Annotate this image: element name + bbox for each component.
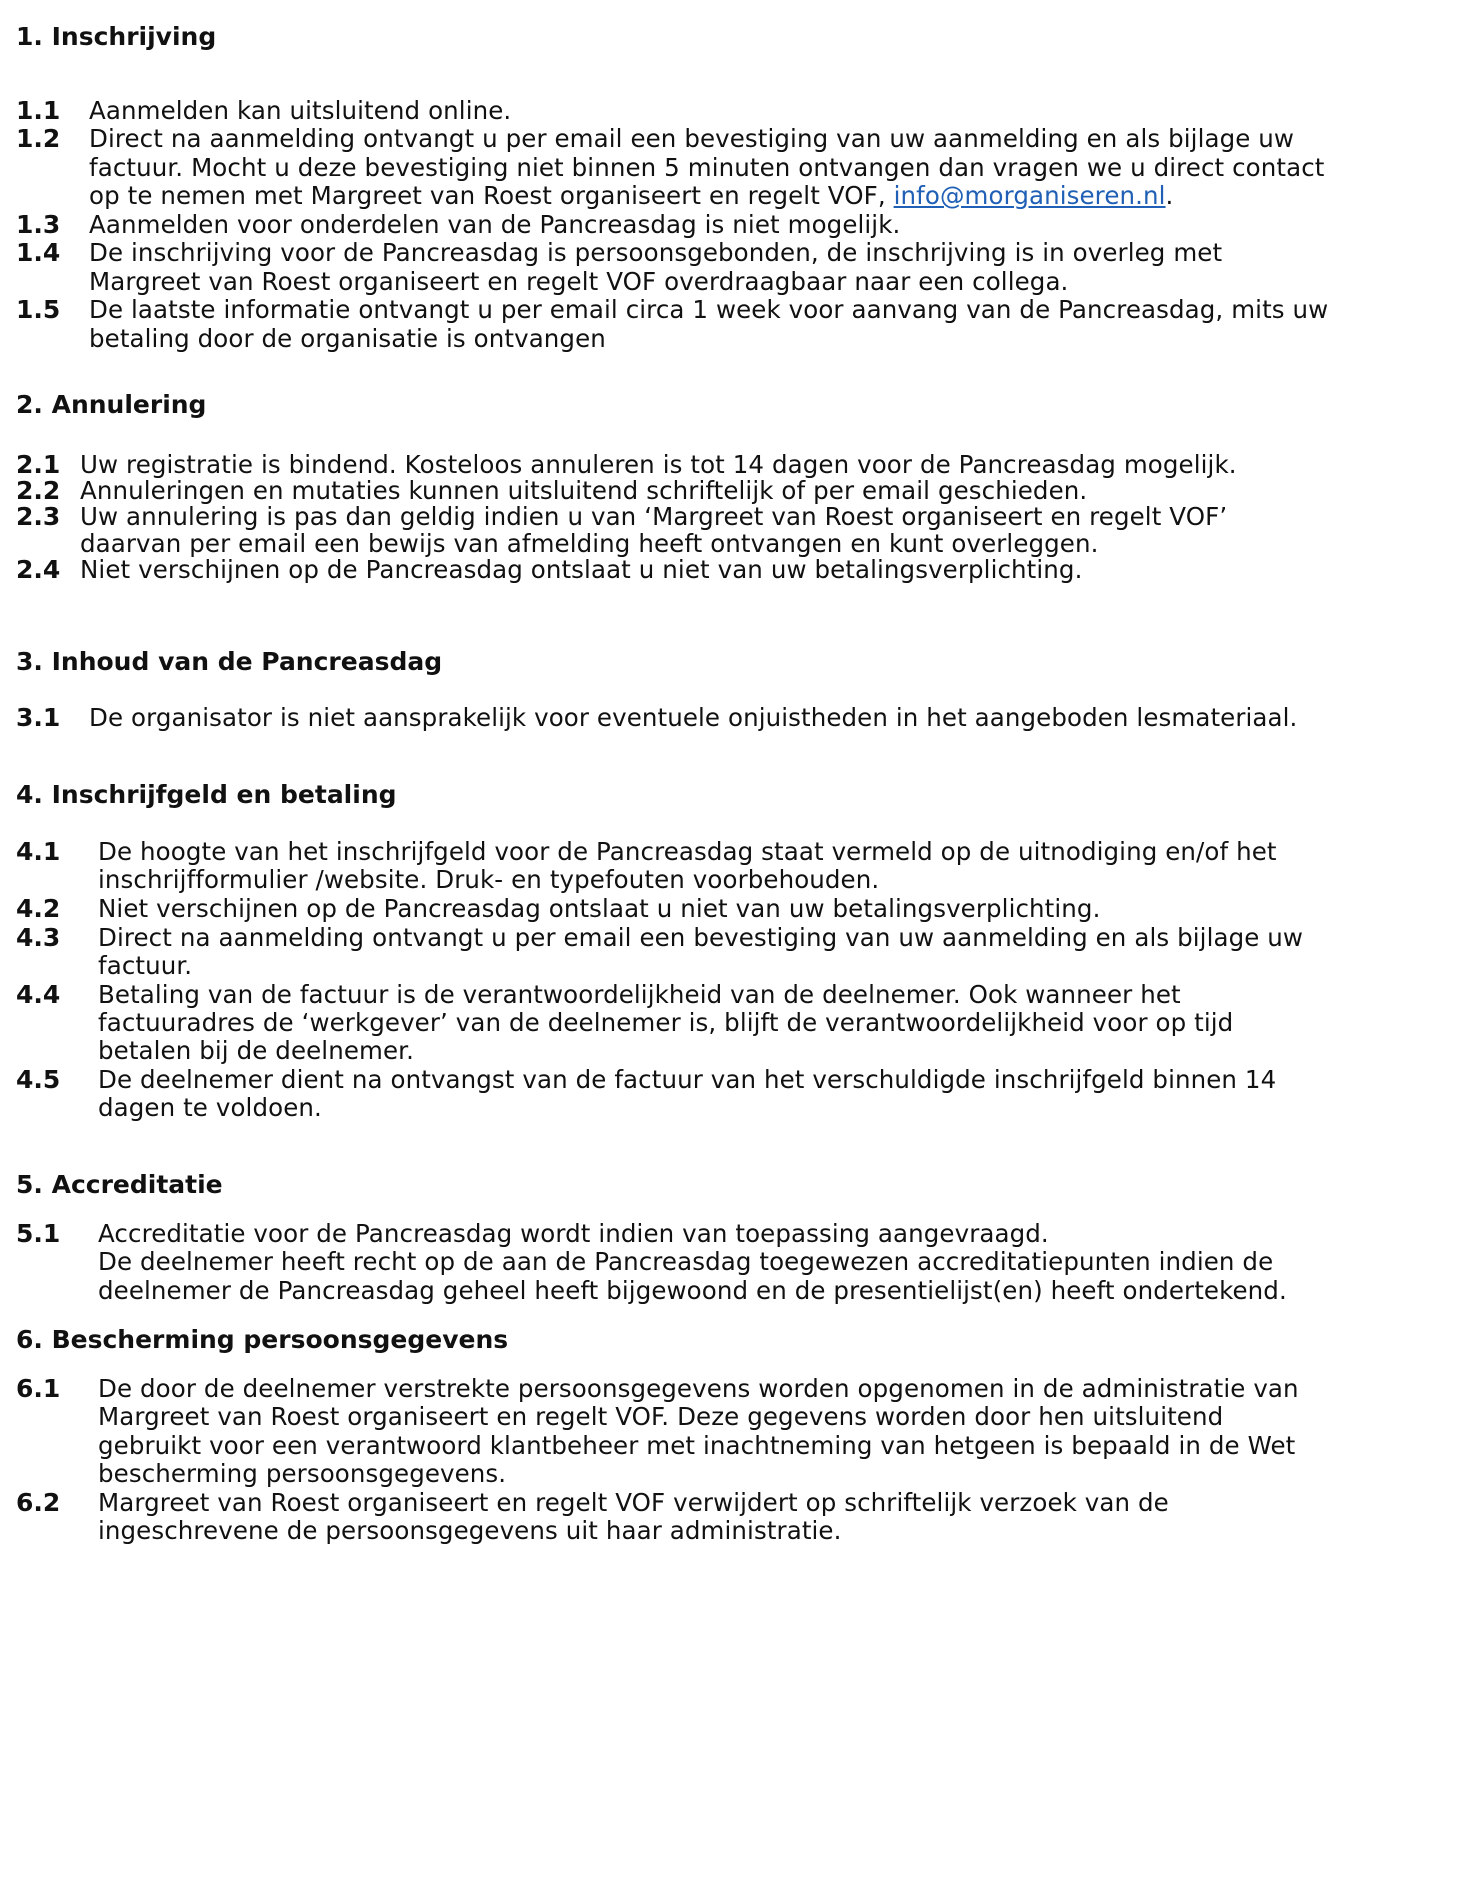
- item-text: Niet verschijnen op de Pancreasdag ontslaat u niet van uw betalingsverplichting.: [80, 555, 1083, 584]
- item-text: De deelnemer heeft recht op de aan de Pancreasdag toegewezen accreditatiepunten indien de: [98, 1247, 1274, 1276]
- section-title-accreditatie: 5. Accreditatie: [16, 1170, 223, 1199]
- item-number: 1.4: [16, 238, 61, 267]
- item-number: 4.4: [16, 980, 61, 1009]
- item-number: 5.1: [16, 1219, 61, 1248]
- item-text: De door de deelnemer verstrekte persoonsgegevens worden opgenomen in de administratie van: [98, 1374, 1299, 1403]
- section-title-bescherming: 6. Bescherming persoonsgegevens: [16, 1325, 509, 1354]
- item-text: Aanmelden kan uitsluitend online.: [89, 96, 512, 125]
- item-text: Accreditatie voor de Pancreasdag wordt indien van toepassing aangevraagd.: [98, 1219, 1049, 1248]
- item-text: Margreet van Roest organiseert en regelt VOF verwijdert op schriftelijk verzoek van de: [98, 1488, 1169, 1517]
- item-number: 2.3: [16, 502, 61, 531]
- item-number: 3.1: [16, 703, 61, 732]
- item-text: bescherming persoonsgegevens.: [98, 1459, 507, 1488]
- item-text: dagen te voldoen.: [98, 1093, 322, 1122]
- item-text: Margreet van Roest organiseert en regelt VOF overdraagbaar naar een collega.: [89, 267, 1069, 296]
- item-text: deelnemer de Pancreasdag geheel heeft bijgewoond en de presentielijst(en) heeft ondertekend.: [98, 1276, 1287, 1305]
- item-number: 2.2: [16, 476, 61, 505]
- item-text: Annuleringen en mutaties kunnen uitsluitend schriftelijk of per email geschieden.: [80, 476, 1088, 505]
- item-text: De laatste informatie ontvangt u per email circa 1 week voor aanvang van de Pancreasdag, mits uw: [89, 295, 1329, 324]
- item-number: 6.1: [16, 1374, 61, 1403]
- item-text: Direct na aanmelding ontvangt u per email een bevestiging van uw aanmelding en als bijlage uw: [89, 124, 1295, 153]
- item-number: 1.5: [16, 295, 61, 324]
- section-title-inhoud: 3. Inhoud van de Pancreasdag: [16, 647, 443, 676]
- item-text: betaling door de organisatie is ontvangen: [89, 324, 606, 353]
- item-text: gebruikt voor een verantwoord klantbeheer met inachtneming van hetgeen is bepaald in de Wet: [98, 1431, 1296, 1460]
- item-text: factuur.: [98, 951, 193, 980]
- section-title-annulering: 2. Annulering: [16, 390, 207, 419]
- item-text: factuur. Mocht u deze bevestiging niet binnen 5 minuten ontvangen dan vragen we u direct contact: [89, 153, 1325, 182]
- item-text: inschrijfformulier /website. Druk- en typefouten voorbehouden.: [98, 865, 880, 894]
- item-text: ingeschrevene de persoonsgegevens uit haar administratie.: [98, 1516, 842, 1545]
- item-text: De inschrijving voor de Pancreasdag is persoonsgebonden, de inschrijving is in overleg met: [89, 238, 1223, 267]
- item-text: factuuradres de ‘werkgever’ van de deelnemer is, blijft de verantwoordelijkheid voor op tijd: [98, 1008, 1234, 1037]
- item-text: daarvan per email een bewijs van afmelding heeft ontvangen en kunt overleggen.: [80, 529, 1099, 558]
- item-text: De organisator is niet aansprakelijk voor eventuele onjuistheden in het aangeboden lesmateriaal.: [89, 703, 1298, 732]
- section-title-inschrijfgeld: 4. Inschrijfgeld en betaling: [16, 780, 397, 809]
- item-text: De deelnemer dient na ontvangst van de factuur van het verschuldigde inschrijfgeld binnen 14: [98, 1065, 1277, 1094]
- item-number: 4.1: [16, 837, 61, 866]
- item-text: Niet verschijnen op de Pancreasdag ontslaat u niet van uw betalingsverplichting.: [98, 894, 1101, 923]
- item-number: 1.1: [16, 96, 61, 125]
- item-text: Aanmelden voor onderdelen van de Pancreasdag is niet mogelijk.: [89, 210, 901, 239]
- section-title-inschrijving: 1. Inschrijving: [16, 22, 217, 51]
- item-text: Uw annulering is pas dan geldig indien u van ‘Margreet van Roest organiseert en regelt VOF’: [80, 502, 1228, 531]
- item-number: 4.5: [16, 1065, 61, 1094]
- item-number: 4.3: [16, 923, 61, 952]
- item-text: De hoogte van het inschrijfgeld voor de Pancreasdag staat vermeld op de uitnodiging en/of het: [98, 837, 1277, 866]
- item-text: op te nemen met Margreet van Roest organiseert en regelt VOF,: [89, 181, 886, 210]
- email-link[interactable]: info@morganiseren.nl: [893, 181, 1166, 210]
- item-number: 6.2: [16, 1488, 61, 1517]
- item-number: 4.2: [16, 894, 61, 923]
- item-number: 2.1: [16, 450, 61, 479]
- item-number: 1.3: [16, 210, 61, 239]
- item-text: .: [1165, 181, 1174, 210]
- item-text: Margreet van Roest organiseert en regelt VOF. Deze gegevens worden door hen uitsluitend: [98, 1402, 1224, 1431]
- item-number: 1.2: [16, 124, 61, 153]
- item-text: betalen bij de deelnemer.: [98, 1036, 414, 1065]
- item-text: Direct na aanmelding ontvangt u per email een bevestiging van uw aanmelding en als bijlage uw: [98, 923, 1304, 952]
- item-text: Uw registratie is bindend. Kosteloos annuleren is tot 14 dagen voor de Pancreasdag mogelijk.: [80, 450, 1237, 479]
- item-text: Betaling van de factuur is de verantwoordelijkheid van de deelnemer. Ook wanneer het: [98, 980, 1181, 1009]
- item-number: 2.4: [16, 555, 61, 584]
